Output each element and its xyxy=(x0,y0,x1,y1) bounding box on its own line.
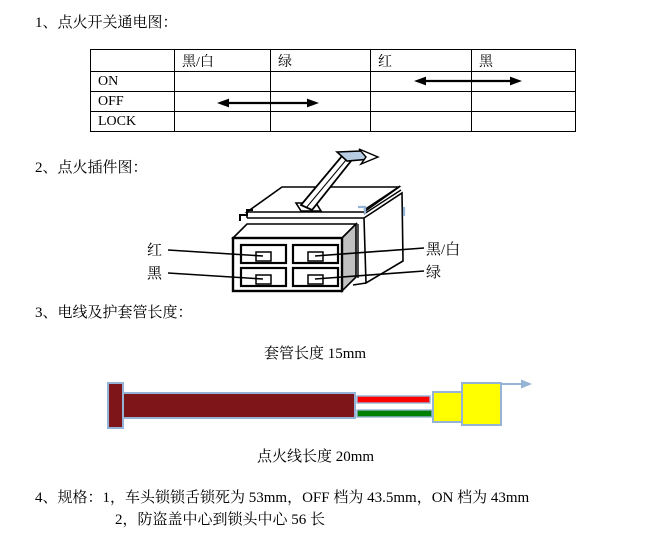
connector-label-black-white: 黑/白 xyxy=(426,242,461,258)
row-label-lock: LOCK xyxy=(91,112,175,132)
row-label-on: ON xyxy=(91,72,175,92)
section2-title: 2、点火插件图： xyxy=(35,160,148,176)
on-row-double-arrow-icon xyxy=(413,74,523,88)
connector-label-black: 黑 xyxy=(147,266,163,282)
wire-diagram xyxy=(100,375,540,435)
green-wire xyxy=(357,410,432,417)
table-cell xyxy=(175,72,271,92)
wire-direction-arrow-icon xyxy=(501,380,532,389)
table-header-row xyxy=(91,50,576,72)
sheath-length-label: 套管长度 15mm xyxy=(264,346,367,362)
table-row-off xyxy=(91,92,576,112)
connector-label-red: 红 xyxy=(147,243,163,259)
table-cell xyxy=(371,92,472,112)
table-cell xyxy=(271,72,371,92)
terminal-block-small xyxy=(433,392,462,422)
table-cell xyxy=(472,92,576,112)
terminal-block-large xyxy=(462,383,501,425)
table-cell xyxy=(472,112,576,132)
spec-line-1: 4、规格：1，车头锁锁舌锁死为 53mm，OFF 档为 43.5mm，ON 档为 43mm xyxy=(35,490,530,506)
table-cell xyxy=(175,112,271,132)
sheath-tube xyxy=(123,393,355,418)
table-header-black: 黑 xyxy=(472,50,576,72)
section1-title: 1、点火开关通电图： xyxy=(35,15,178,31)
row-label-off: OFF xyxy=(91,92,175,112)
sheath-end-cap xyxy=(108,383,123,428)
off-row-double-arrow-icon xyxy=(216,96,320,110)
table-header-green: 绿 xyxy=(271,50,371,72)
table-cell xyxy=(371,112,472,132)
connector-front-body xyxy=(233,224,356,291)
ignition-power-table xyxy=(90,49,576,132)
connector-diagram xyxy=(140,148,475,300)
table-header-black-white: 黑/白 xyxy=(175,50,271,72)
table-cell xyxy=(271,112,371,132)
table-header-red: 红 xyxy=(371,50,472,72)
connector-label-green: 绿 xyxy=(426,265,442,281)
table-corner-cell xyxy=(91,50,175,72)
spec-line-2: 2，防盗盖中心到锁头中心 56 长 xyxy=(115,512,326,528)
table-row-lock xyxy=(91,112,576,132)
ignition-wire-length-label: 点火线长度 20mm xyxy=(257,449,375,465)
section3-title: 3、电线及护套管长度： xyxy=(35,305,193,321)
red-wire xyxy=(357,396,430,403)
